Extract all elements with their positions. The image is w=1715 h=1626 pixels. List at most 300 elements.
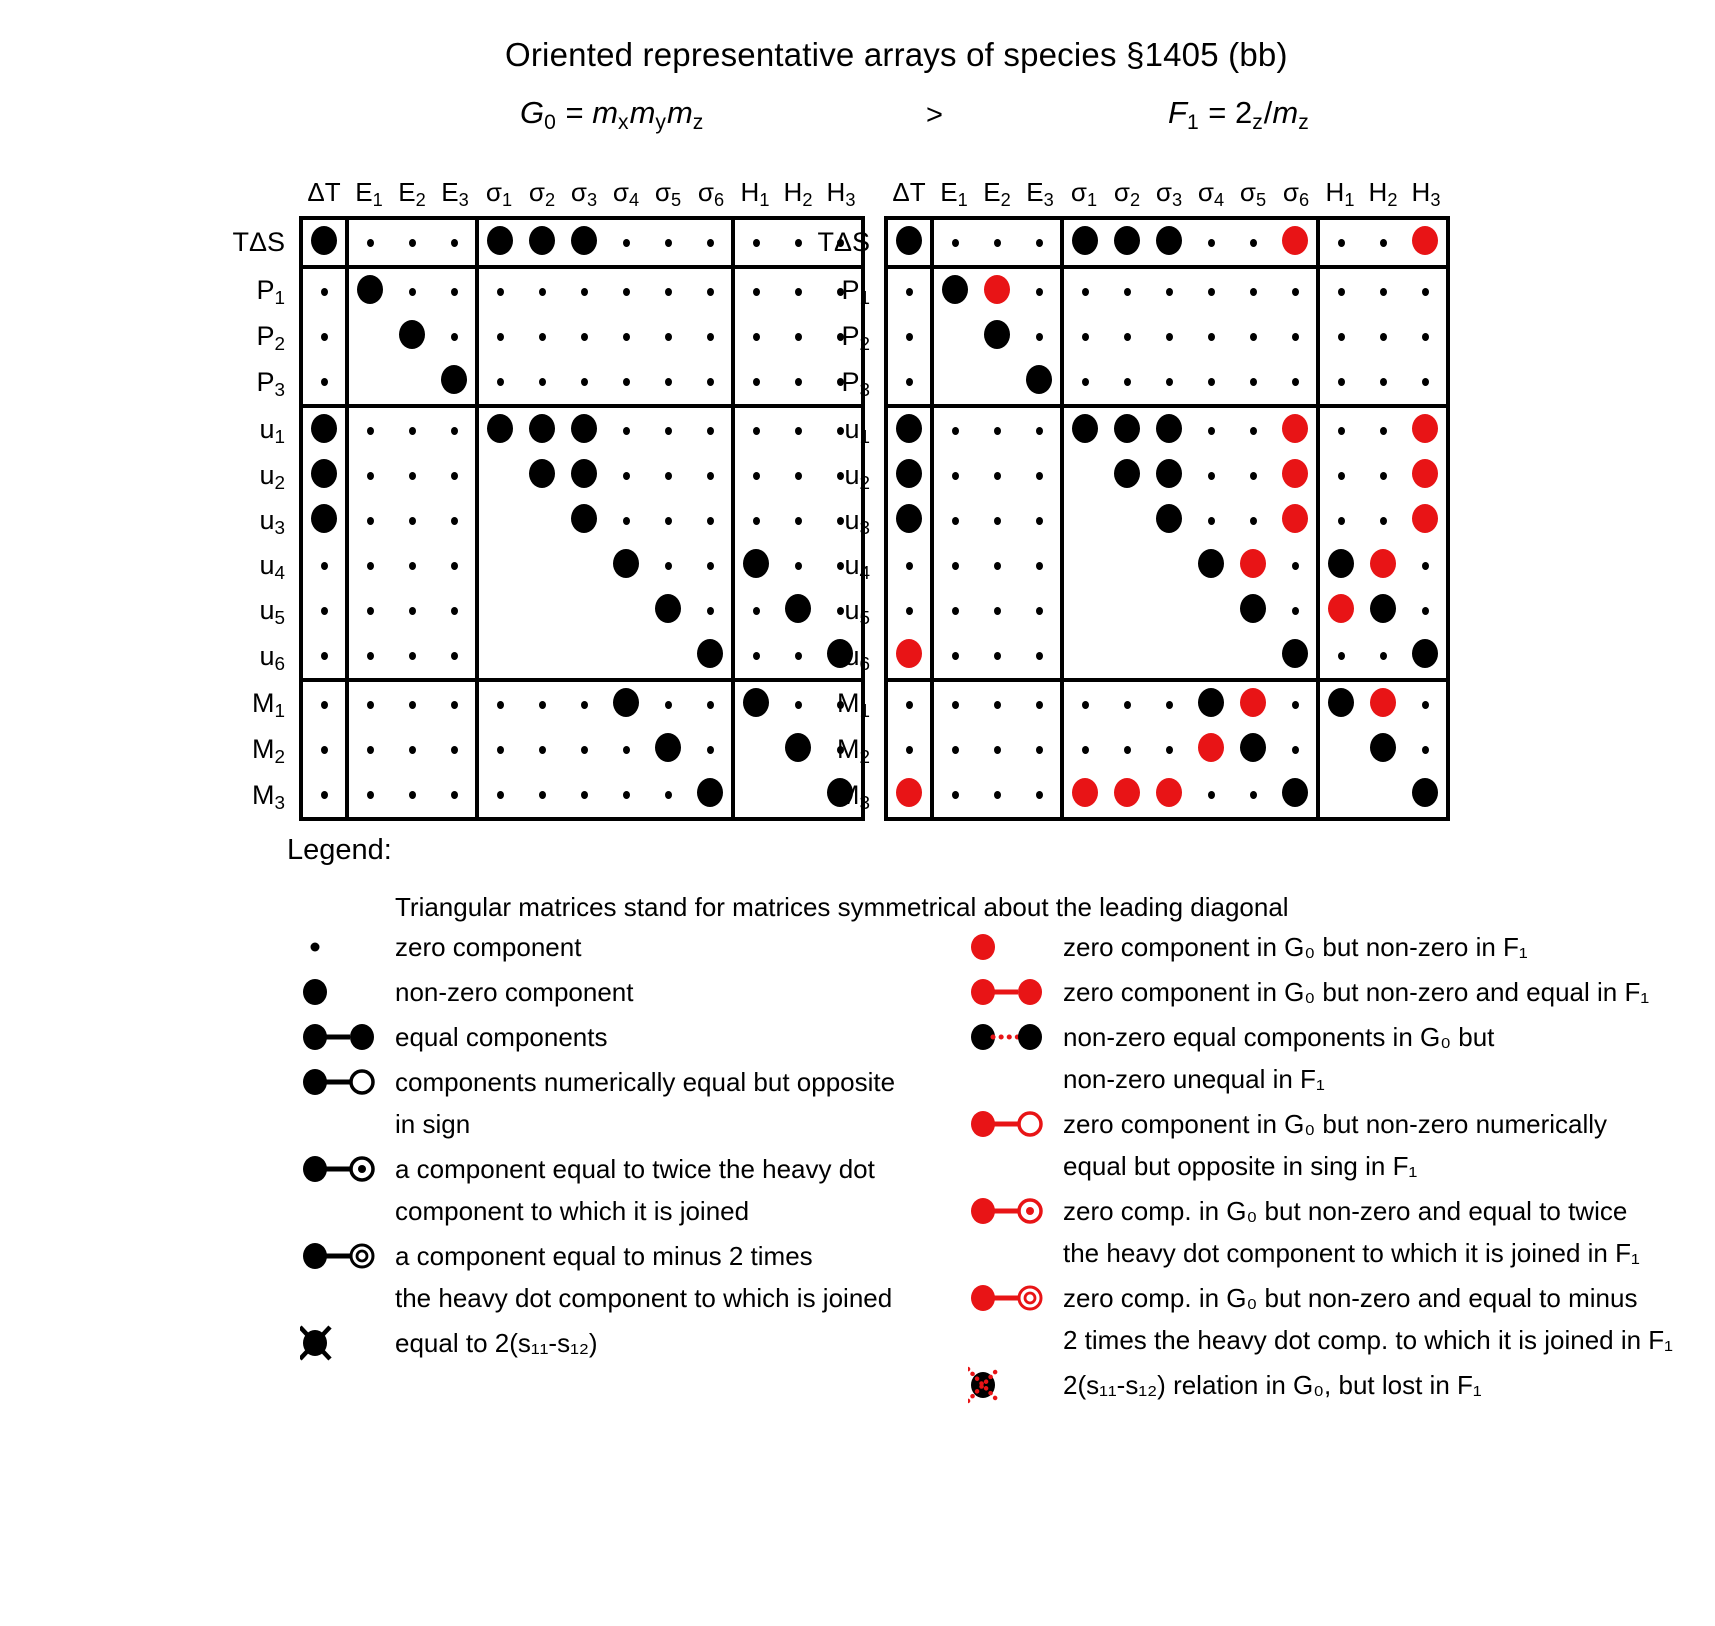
dot-zero <box>581 333 588 341</box>
link-minus-two-glyph <box>300 1236 376 1276</box>
dot-nonzero <box>1412 778 1438 807</box>
matrix-row-label <box>205 498 301 543</box>
matrix-cell <box>433 727 477 772</box>
dot-zero <box>1250 791 1257 799</box>
label-subscript: 2 <box>544 190 556 211</box>
matrix-cell <box>347 406 391 453</box>
dot-zero <box>1166 333 1173 341</box>
dot-nonzero <box>357 275 383 304</box>
matrix-cell <box>1232 453 1274 498</box>
matrix-cell <box>689 498 733 543</box>
matrix-row-label <box>790 453 886 498</box>
dot-zero <box>623 517 630 525</box>
matrix-cell <box>1106 543 1148 588</box>
dot-zero <box>906 288 913 296</box>
matrix-cell <box>347 218 391 267</box>
matrix-cell <box>301 680 347 727</box>
legend-item <box>968 1364 1688 1406</box>
label-subscript: 3 <box>859 793 870 815</box>
matrix-cell <box>391 218 433 267</box>
label-base: σ <box>654 177 671 207</box>
dot-zero <box>1338 652 1345 660</box>
matrix-cell <box>1148 406 1190 453</box>
matrix-cell <box>433 314 477 359</box>
label-subscript: 2 <box>859 473 870 495</box>
matrix-cell <box>647 267 689 314</box>
dot-zero <box>409 562 416 570</box>
matrix-cell <box>733 543 777 588</box>
matrix-cell <box>932 680 976 727</box>
label-base: P <box>841 321 860 351</box>
dot-zero <box>1250 427 1257 435</box>
matrix-col-label <box>391 160 433 218</box>
matrix-cell <box>1062 772 1106 819</box>
label-base: P <box>256 367 275 397</box>
matrix-row <box>205 406 863 453</box>
dot-zero <box>707 472 714 480</box>
matrix-cell <box>647 543 689 588</box>
dot-nonzero <box>1114 414 1140 443</box>
label-subscript: 4 <box>628 190 640 211</box>
dot-zero <box>952 562 959 570</box>
formula-part: m <box>629 95 656 130</box>
matrix-cell <box>1190 543 1232 588</box>
matrix-cell <box>1148 453 1190 498</box>
legend-item <box>968 926 1688 968</box>
matrix-row-label <box>205 453 301 498</box>
matrix-cell <box>1274 680 1318 727</box>
matrix-cell <box>1232 772 1274 819</box>
matrix-row <box>790 543 1448 588</box>
red-link-twice-glyph <box>968 1191 1044 1231</box>
dot-zero <box>623 239 630 247</box>
label-subscript: 2 <box>859 747 870 769</box>
matrix-cell <box>301 498 347 543</box>
dot-nonzero <box>1072 226 1098 255</box>
matrix-row-label <box>790 498 886 543</box>
matrix-cell <box>1404 543 1448 588</box>
dot-zero <box>1036 472 1043 480</box>
matrix-cell <box>647 218 689 267</box>
matrix-col-label <box>477 160 521 218</box>
matrix-row-label <box>790 588 886 633</box>
matrix-cell <box>1018 633 1062 680</box>
dot-zero <box>1380 333 1387 341</box>
matrix-corner <box>790 160 886 218</box>
dot-zero <box>753 652 760 660</box>
dot-zero <box>451 607 458 615</box>
legend-line: component to which it is joined <box>395 1195 750 1226</box>
matrix-cell <box>1232 633 1274 680</box>
matrix-cell <box>1062 267 1106 314</box>
matrix-cell <box>301 453 347 498</box>
matrix-cell <box>521 359 563 406</box>
matrix-row <box>205 453 863 498</box>
matrix-cell <box>1318 772 1362 819</box>
matrix-cell <box>647 680 689 727</box>
matrix-cell <box>886 588 932 633</box>
matrix-cell <box>563 218 605 267</box>
dot-zero <box>321 746 328 754</box>
legend-item <box>300 1235 940 1319</box>
dot-changed <box>1370 549 1396 578</box>
dot-zero <box>1036 701 1043 709</box>
matrix-cell <box>521 680 563 727</box>
label-subscript: 5 <box>859 608 870 630</box>
legend-item <box>300 971 940 1013</box>
dot-zero <box>409 239 416 247</box>
matrix-cell <box>647 406 689 453</box>
matrix-cell <box>1404 406 1448 453</box>
label-subscript: 1 <box>274 288 285 310</box>
dot-nonzero <box>1156 459 1182 488</box>
dot-zero <box>1036 746 1043 754</box>
matrix-cell <box>1274 359 1318 406</box>
matrix-cell <box>433 588 477 633</box>
matrix-cell <box>932 588 976 633</box>
dot-zero <box>952 517 959 525</box>
dot-zero <box>906 746 913 754</box>
matrix-cell <box>347 267 391 314</box>
label-subscript: 3 <box>274 518 285 540</box>
dot-zero <box>1292 288 1299 296</box>
dot-zero <box>623 791 630 799</box>
matrix-row-label <box>790 772 886 819</box>
dot-zero <box>451 517 458 525</box>
matrix-cell <box>733 453 777 498</box>
formula-part: G <box>520 95 545 130</box>
legend-right-column <box>968 926 1688 1409</box>
dot-changed <box>1072 778 1098 807</box>
label-base: u <box>259 414 275 444</box>
dot-changed <box>1412 459 1438 488</box>
matrix-cell <box>433 633 477 680</box>
dot-zero <box>1338 239 1345 247</box>
matrix-cell <box>1318 453 1362 498</box>
dot-changed <box>1412 414 1438 443</box>
dot-changed <box>1282 459 1308 488</box>
matrix-cell <box>733 267 777 314</box>
legend-item-text <box>395 971 940 1013</box>
matrix-cell <box>1106 633 1148 680</box>
matrix-col-label <box>1274 160 1318 218</box>
matrix-cell <box>1148 218 1190 267</box>
matrix-cell <box>932 498 976 543</box>
red-dot-glyph <box>968 927 1044 967</box>
dot-zero <box>1208 427 1215 435</box>
matrix-cell <box>1106 267 1148 314</box>
dot-nonzero <box>399 320 425 349</box>
matrix-cell <box>477 218 521 267</box>
dot-nonzero <box>743 688 769 717</box>
legend-line: 2(s₁₁-s₁₂) relation in G₀, but lost in F₁ <box>1063 1369 1482 1400</box>
legend-item <box>300 1061 940 1145</box>
dot-zero <box>497 701 504 709</box>
matrix-corner <box>205 160 301 218</box>
matrix-cell <box>1318 406 1362 453</box>
matrix-cell <box>433 218 477 267</box>
label-base: ΔT <box>892 177 926 207</box>
dot-zero <box>753 427 760 435</box>
matrix-cell <box>647 314 689 359</box>
dot-zero <box>1250 472 1257 480</box>
legend-line: 2 times the heavy dot comp. to which it is joined in F₁ <box>1063 1324 1673 1355</box>
matrix-cell <box>605 406 647 453</box>
dot-zero <box>623 746 630 754</box>
dot-zero <box>367 427 374 435</box>
matrix-cell <box>1018 727 1062 772</box>
label-base: σ <box>1070 177 1087 207</box>
legend-line: zero component in G₀ but non-zero in F₁ <box>1063 931 1528 962</box>
dot-zero <box>367 239 374 247</box>
dot-zero <box>707 288 714 296</box>
label-subscript: 2 <box>802 190 813 211</box>
dot-zero <box>539 701 546 709</box>
dot-zero <box>665 562 672 570</box>
matrix-cell <box>301 314 347 359</box>
legend-item-text <box>1063 971 1688 1013</box>
label-subscript: 2 <box>274 334 285 356</box>
matrix-cell <box>391 680 433 727</box>
label-base: u <box>844 460 860 490</box>
formula-part: F <box>1168 95 1187 130</box>
matrix-row-label <box>790 680 886 727</box>
dot-zero <box>952 652 959 660</box>
red-link-minus-two-icon <box>968 1277 1063 1319</box>
red-link-equal-icon <box>968 971 1063 1013</box>
matrix-cell <box>1404 453 1448 498</box>
label-subscript: 2 <box>1129 190 1141 211</box>
dot-nonzero-icon <box>300 971 395 1013</box>
dot-nonzero <box>571 414 597 443</box>
matrix-row <box>790 680 1448 727</box>
dot-zero <box>1124 701 1131 709</box>
dot-zero <box>1208 239 1215 247</box>
dot-zero <box>1250 378 1257 386</box>
dot-zero <box>451 288 458 296</box>
dot-zero <box>581 791 588 799</box>
legend-item <box>968 1103 1688 1187</box>
formula-part: m <box>592 95 619 130</box>
label-base: M <box>836 734 860 764</box>
formula-part: / <box>1263 95 1273 130</box>
label-base: H <box>1325 177 1345 207</box>
label-base: H <box>1368 177 1388 207</box>
matrix-col-label-row <box>790 160 1448 218</box>
matrix-right <box>790 160 1450 821</box>
dot-zero <box>497 746 504 754</box>
matrix-cell <box>1062 633 1106 680</box>
matrix-grid <box>790 160 1450 821</box>
matrix-cell <box>1062 680 1106 727</box>
matrix-cell <box>301 359 347 406</box>
dot-zero <box>1422 288 1429 296</box>
matrix-cell <box>521 218 563 267</box>
matrix-row-label <box>790 267 886 314</box>
dot-zero <box>994 652 1001 660</box>
matrix-cell <box>563 406 605 453</box>
label-base: u <box>844 550 860 580</box>
black-dot-red-cross-icon <box>968 1364 1063 1406</box>
dot-zero <box>321 333 328 341</box>
matrix-cell <box>647 453 689 498</box>
matrix-cell <box>1232 727 1274 772</box>
matrix-cell <box>347 453 391 498</box>
dot-zero <box>665 517 672 525</box>
matrix-row-label <box>205 314 301 359</box>
matrix-cell <box>1362 727 1404 772</box>
matrix-cell <box>1274 406 1318 453</box>
matrix-cell <box>391 267 433 314</box>
dot-changed <box>1282 504 1308 533</box>
dot-nonzero <box>1328 688 1354 717</box>
label-base: P <box>841 367 860 397</box>
matrix-row <box>790 498 1448 543</box>
dot-zero <box>1208 472 1215 480</box>
dot-zero <box>952 239 959 247</box>
dot-zero <box>952 472 959 480</box>
matrix-col-label <box>886 160 932 218</box>
dot-zero <box>665 427 672 435</box>
dot-zero <box>1250 288 1257 296</box>
matrix-cell <box>1404 498 1448 543</box>
matrix-cell <box>976 727 1018 772</box>
matrix-cell <box>563 267 605 314</box>
matrix-col-label <box>301 160 347 218</box>
formula-part: z <box>692 111 704 135</box>
legend-line: zero comp. in G₀ but non-zero and equal to minus <box>1063 1282 1638 1313</box>
matrix-cell <box>605 772 647 819</box>
matrix-cell <box>1318 218 1362 267</box>
dot-nonzero <box>697 639 723 668</box>
dot-nonzero <box>655 594 681 623</box>
dot-zero <box>1292 746 1299 754</box>
matrix-cell <box>932 359 976 406</box>
matrix-cell <box>1190 267 1232 314</box>
label-base: u <box>844 414 860 444</box>
matrix-cell <box>733 359 777 406</box>
matrix-cell <box>1148 633 1190 680</box>
label-base: σ <box>485 177 502 207</box>
matrix-cell <box>1148 680 1190 727</box>
matrix-cell <box>976 633 1018 680</box>
dot-zero <box>665 288 672 296</box>
dot-nonzero <box>1282 639 1308 668</box>
matrix-cell <box>1062 588 1106 633</box>
matrix-col-label <box>1190 160 1232 218</box>
label-base: u <box>259 595 275 625</box>
matrix-cell <box>1362 772 1404 819</box>
label-subscript: 6 <box>859 654 870 676</box>
matrix-cell <box>1018 772 1062 819</box>
matrix-cell <box>1232 314 1274 359</box>
matrix-row <box>790 314 1448 359</box>
matrix-cell <box>886 680 932 727</box>
matrix-row <box>205 727 863 772</box>
matrix-cell <box>1106 680 1148 727</box>
label-base: P <box>256 275 275 305</box>
matrix-cell <box>1190 218 1232 267</box>
dot-nonzero <box>1328 549 1354 578</box>
matrix-col-label <box>1318 160 1362 218</box>
dot-zero <box>1036 288 1043 296</box>
dot-zero <box>707 333 714 341</box>
matrix-cell <box>1274 314 1318 359</box>
dot-zero <box>539 378 546 386</box>
dot-zero <box>906 562 913 570</box>
matrix-row <box>205 267 863 314</box>
label-subscript: 6 <box>274 654 285 676</box>
red-link-opposite-icon <box>968 1103 1063 1145</box>
label-base: M <box>836 688 860 718</box>
dot-nonzero <box>1156 414 1182 443</box>
legend-item-text <box>1063 926 1688 968</box>
dot-zero <box>753 239 760 247</box>
label-base: u <box>844 595 860 625</box>
matrix-cell <box>563 727 605 772</box>
matrix-cell <box>1062 543 1106 588</box>
matrix-cell <box>1232 588 1274 633</box>
matrix-cell <box>647 588 689 633</box>
matrix-cell <box>605 633 647 680</box>
matrix-cell <box>1404 772 1448 819</box>
matrix-cell <box>1062 453 1106 498</box>
dot-nonzero <box>1114 459 1140 488</box>
matrix-row-label <box>205 359 301 406</box>
legend-line: in sign <box>395 1108 471 1139</box>
matrix-cell <box>1362 359 1404 406</box>
matrix-grid <box>205 160 865 821</box>
dot-zero <box>707 517 714 525</box>
matrix-cell <box>932 267 976 314</box>
dot-zero <box>409 607 416 615</box>
dot-zero <box>409 517 416 525</box>
matrix-cell <box>477 314 521 359</box>
dot-zero <box>451 239 458 247</box>
legend-item-text <box>395 1016 940 1058</box>
dot-zero <box>539 288 546 296</box>
matrix-row-label <box>205 680 301 727</box>
matrix-cell <box>433 406 477 453</box>
dot-zero <box>1292 607 1299 615</box>
matrix-cell <box>477 727 521 772</box>
link-twice-glyph <box>300 1149 376 1189</box>
dot-zero <box>409 427 416 435</box>
matrix-col-label <box>347 160 391 218</box>
dot-zero <box>1338 517 1345 525</box>
dot-nonzero <box>311 504 337 533</box>
dot-zero <box>665 701 672 709</box>
matrix-cell <box>1106 727 1148 772</box>
dot-zero <box>1124 333 1131 341</box>
legend-item-text <box>1063 1103 1688 1187</box>
matrix-cell <box>605 727 647 772</box>
legend-line: zero component in G₀ but non-zero and equal in F₁ <box>1063 976 1650 1007</box>
label-subscript: 1 <box>759 190 770 211</box>
label-subscript: 2 <box>274 473 285 495</box>
matrix-cell <box>689 453 733 498</box>
dot-zero <box>707 239 714 247</box>
label-subscript: 6 <box>1298 190 1310 211</box>
matrix-cell <box>689 772 733 819</box>
matrix-col-label <box>1148 160 1190 218</box>
matrix-cell <box>1018 498 1062 543</box>
matrix-cell <box>391 359 433 406</box>
matrix-cell <box>1362 633 1404 680</box>
label-base: M <box>836 780 860 810</box>
dot-zero <box>1166 288 1173 296</box>
matrix-cell <box>1148 267 1190 314</box>
